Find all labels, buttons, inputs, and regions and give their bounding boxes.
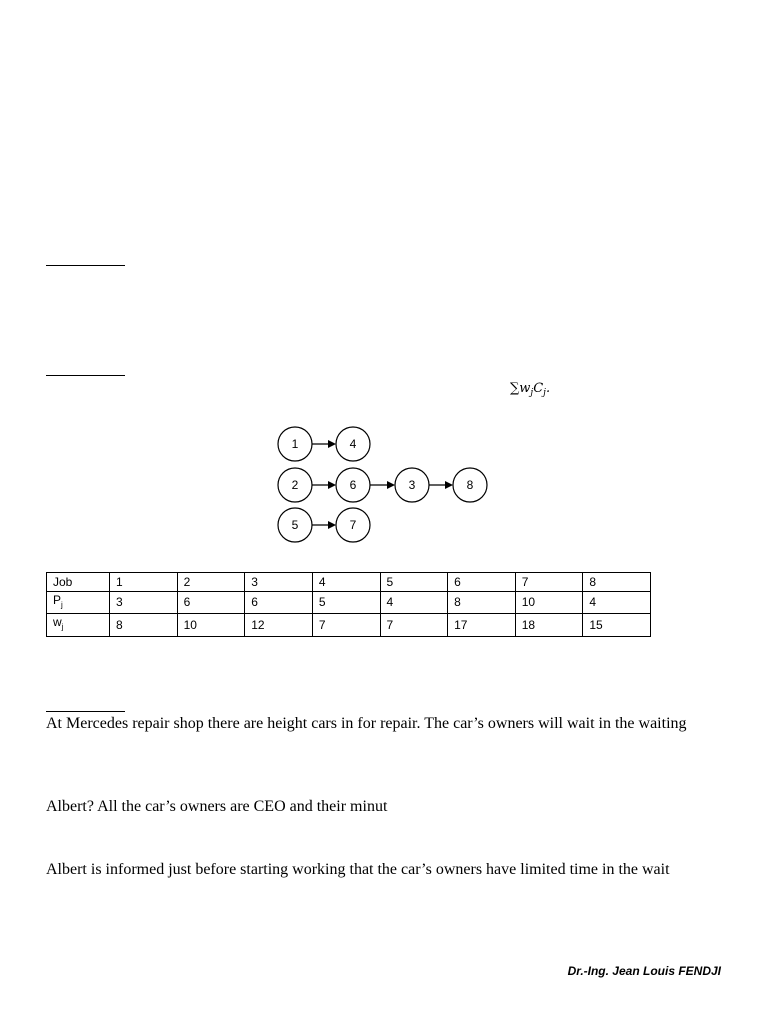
jobs-table xyxy=(46,572,651,637)
edge-5-7 xyxy=(312,521,336,529)
table-row xyxy=(47,614,651,636)
table-cell: 4 xyxy=(380,592,448,614)
svg-text:3: 3 xyxy=(408,478,416,492)
svg-text:4: 4 xyxy=(349,437,357,451)
row-header: $w_j$ xyxy=(47,614,110,636)
svg-text:7: 7 xyxy=(349,518,357,532)
row-header: $P_j$ xyxy=(47,592,110,614)
table-cell: 3 xyxy=(110,592,178,614)
svg-text:8: 8 xyxy=(466,478,474,492)
node-2 xyxy=(278,468,312,502)
table-cell: 1 xyxy=(110,573,178,592)
table-cell: 6 xyxy=(245,592,313,614)
table-cell: 7 xyxy=(380,614,448,636)
edge-1-4 xyxy=(312,440,336,448)
table-cell: 6 xyxy=(448,573,516,592)
table-cell: 10 xyxy=(177,614,245,636)
table-row xyxy=(47,573,651,592)
section-heading-rule-2 xyxy=(46,375,125,376)
precedence-graph-svg xyxy=(270,422,495,547)
table-cell: 4 xyxy=(312,573,380,592)
weight-symbol: w xyxy=(519,381,531,396)
table-cell: 4 xyxy=(583,592,651,614)
table-row xyxy=(47,592,651,614)
svg-text:2: 2 xyxy=(291,478,299,492)
svg-text:5: 5 xyxy=(291,518,299,532)
table-cell: 8 xyxy=(110,614,178,636)
edge-6-3 xyxy=(370,481,395,489)
node-6 xyxy=(336,468,370,502)
svg-text:6: 6 xyxy=(349,478,357,492)
table-cell: 10 xyxy=(515,592,583,614)
svg-text:1: 1 xyxy=(291,437,299,451)
table-cell: 3 xyxy=(245,573,313,592)
precedence-diagram xyxy=(270,422,495,547)
weight-subscript: j xyxy=(530,388,534,398)
table-cell: 8 xyxy=(448,592,516,614)
table-cell: 2 xyxy=(177,573,245,592)
table-cell: 5 xyxy=(312,592,380,614)
completion-subscript: j xyxy=(543,388,546,398)
table-cell: 15 xyxy=(583,614,651,636)
table-cell: 18 xyxy=(515,614,583,636)
node-3 xyxy=(395,468,429,502)
problem-paragraph-3: Albert is informed just before starting working that the car’s owners have limited time in the wait xyxy=(46,861,670,878)
problem-paragraph-2: Albert? All the car’s owners are CEO and their minut xyxy=(46,798,388,815)
table-cell: 7 xyxy=(515,573,583,592)
edge-2-6 xyxy=(312,481,336,489)
node-5 xyxy=(278,508,312,542)
section-heading-rule-3 xyxy=(46,711,125,712)
node-4 xyxy=(336,427,370,461)
node-7 xyxy=(336,508,370,542)
edge-3-8 xyxy=(429,481,453,489)
node-1 xyxy=(278,427,312,461)
table-cell: 12 xyxy=(245,614,313,636)
objective-formula xyxy=(510,381,550,398)
completion-symbol: C xyxy=(533,381,544,396)
table-cell: 7 xyxy=(312,614,380,636)
table-cell: 6 xyxy=(177,592,245,614)
row-header: Job xyxy=(47,573,110,592)
table-cell: 5 xyxy=(380,573,448,592)
node-8 xyxy=(453,468,487,502)
table-cell: 8 xyxy=(583,573,651,592)
formula-period: . xyxy=(545,381,551,396)
problem-paragraph-1: At Mercedes repair shop there are height cars in for repair. The car’s owners will wait in the waiting xyxy=(46,715,687,732)
table-cell: 17 xyxy=(448,614,516,636)
sum-symbol: ∑ xyxy=(510,381,520,396)
section-heading-rule-1 xyxy=(46,265,125,266)
author-footer: Dr.-Ing. Jean Louis FENDJI xyxy=(567,964,721,978)
